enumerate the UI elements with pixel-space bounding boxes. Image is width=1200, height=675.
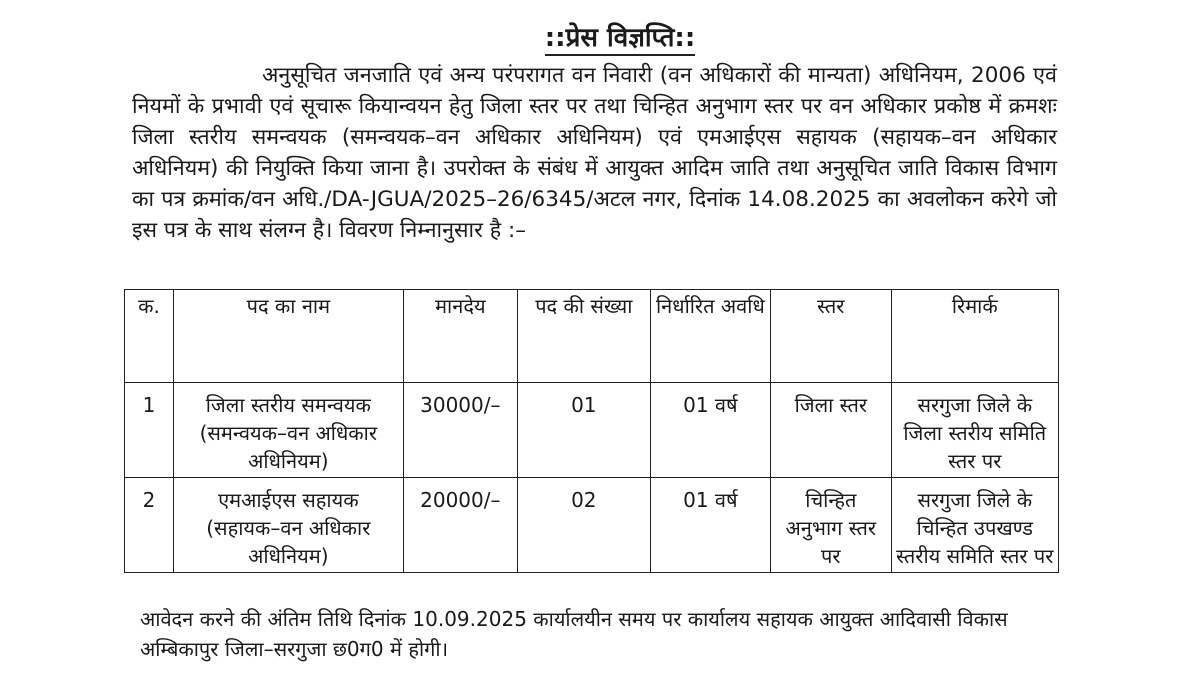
- header-post-name: पद का नाम: [173, 290, 403, 383]
- cell-honorarium: 30000/–: [403, 383, 517, 478]
- cell-post-name: जिला स्तरीय समन्वयक (समन्वयक–वन अधिकार अधिनियम): [173, 383, 403, 478]
- posts-table: [124, 289, 1059, 573]
- cell-level: जिला स्तर: [771, 383, 891, 478]
- cell-level: चिन्हित अनुभाग स्तर पर: [771, 478, 891, 573]
- page-title: [0, 18, 1200, 54]
- cell-post-count: 01: [517, 383, 650, 478]
- header-honorarium: मानदेय: [403, 290, 517, 383]
- page-title-text: ::प्रेस विज्ञप्ति::: [545, 23, 695, 56]
- header-remark: रिमार्क: [891, 290, 1058, 383]
- header-duration: निर्धारित अवधि: [650, 290, 770, 383]
- table-row: [125, 383, 1059, 478]
- cell-remark: सरगुजा जिले के चिन्हित उपखण्ड स्तरीय समिति स्तर पर: [891, 478, 1058, 573]
- cell-serial: 2: [125, 478, 174, 573]
- cell-post-count: 02: [517, 478, 650, 573]
- application-deadline-note: आवेदन करने की अंतिम तिथि दिनांक 10.09.2025 कार्यालयीन समय पर कार्यालय सहायक आयुक्त आदिवासी विकास अम्बिकापुर जिला–सरगुजा छ0ग0 में होगी।: [140, 607, 1008, 661]
- header-post-count: पद की संख्या: [517, 290, 650, 383]
- cell-duration: 01 वर्ष: [650, 478, 770, 573]
- cell-duration: 01 वर्ष: [650, 383, 770, 478]
- cell-honorarium: 20000/–: [403, 478, 517, 573]
- cell-remark: सरगुजा जिले के जिला स्तरीय समिति स्तर पर: [891, 383, 1058, 478]
- table-header-row: [125, 290, 1059, 383]
- intro-paragraph: अनुसूचित जनजाति एवं अन्य परंपरागत वन निवारी (वन अधिकारों की मान्यता) अधिनियम, 2006 एवं नियमों के प्रभावी एवं सूचारू कियान्वयन हेतु जिला स्तर पर तथा चिन्हित अनुभाग स्तर पर वन अधिकार प्रकोष्ठ में क्रमशः जिला स्तरीय समन्वयक (समन्वयक–वन अधिकार अधिनियम) एवं एमआईएस सहायक (सहायक–वन अधिकार अधिनियम) की नियुक्ति किया जाना है। उपरोक्त के संबंध में आयुक्त आदिम जाति तथा अनुसूचित जाति विकास विभाग का पत्र क्रमांक/वन अधि./DA-JGUA/2025–26/6345/अटल नगर, दिनांक 14.08.2025 का अवलोकन करेगे जो इस पत्र के साथ संलग्न है। विवरण निम्नानुसार है :–: [132, 63, 1057, 243]
- cell-post-name: एमआईएस सहायक (सहायक–वन अधिकार अधिनियम): [173, 478, 403, 573]
- cell-serial: 1: [125, 383, 174, 478]
- header-serial: क.: [125, 290, 174, 383]
- header-level: स्तर: [771, 290, 891, 383]
- table-row: [125, 478, 1059, 573]
